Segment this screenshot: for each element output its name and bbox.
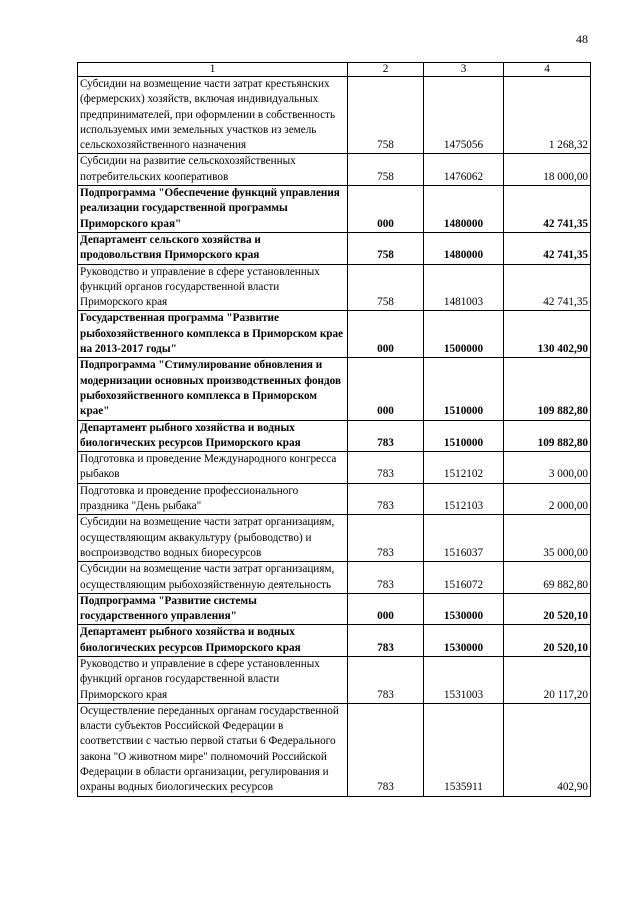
row-target-code-cell: 1510000 xyxy=(424,420,504,452)
column-header-3: 3 xyxy=(424,63,504,77)
table-header-row xyxy=(78,63,591,77)
row-name-cell: Подпрограмма "Развитие системы государственного управления" xyxy=(78,593,348,625)
table-row xyxy=(78,358,591,420)
row-target-code-cell: 1512103 xyxy=(424,483,504,515)
budget-table xyxy=(77,62,591,797)
row-name-cell: Руководство и управление в сфере установленных функций органов государственной власти Приморского края xyxy=(78,656,348,703)
row-amount-cell: 3 000,00 xyxy=(504,452,591,484)
row-amount-cell: 20 520,10 xyxy=(504,625,591,657)
row-name-cell: Подпрограмма "Обеспечение функций управления реализации государственной программы Приморского края" xyxy=(78,186,348,233)
column-header-4: 4 xyxy=(504,63,591,77)
row-target-code-cell: 1480000 xyxy=(424,186,504,233)
row-target-code-cell: 1516037 xyxy=(424,515,504,562)
row-target-code-cell: 1476062 xyxy=(424,154,504,186)
row-target-code-cell: 1500000 xyxy=(424,311,504,358)
table-row xyxy=(78,703,591,796)
row-amount-cell: 69 882,80 xyxy=(504,562,591,594)
column-header-1: 1 xyxy=(78,63,348,77)
row-amount-cell: 20 520,10 xyxy=(504,593,591,625)
row-name-cell: Подготовка и проведение Международного конгресса рыбаков xyxy=(78,452,348,484)
row-admin-code-cell: 758 xyxy=(348,232,424,264)
row-name-cell: Департамент рыбного хозяйства и водных биологических ресурсов Приморского края xyxy=(78,625,348,657)
table-row xyxy=(78,656,591,703)
column-header-2: 2 xyxy=(348,63,424,77)
row-target-code-cell: 1530000 xyxy=(424,593,504,625)
row-amount-cell: 2 000,00 xyxy=(504,483,591,515)
row-admin-code-cell: 000 xyxy=(348,593,424,625)
row-admin-code-cell: 783 xyxy=(348,703,424,796)
row-name-cell: Субсидии на возмещение части затрат организациям, осуществляющим рыбохозяйственную деятельность xyxy=(78,562,348,594)
row-target-code-cell: 1531003 xyxy=(424,656,504,703)
row-name-cell: Государственная программа "Развитие рыбохозяйственного комплекса в Приморском крае на 2013-2017 годы" xyxy=(78,311,348,358)
row-name-cell: Департамент рыбного хозяйства и водных биологических ресурсов Приморского края xyxy=(78,420,348,452)
row-name-cell: Осуществление переданных органам государственной власти субъектов Российской Федерации в соответствии с частью первой статьи 6 Федерального закона "О животном мире" полномочий Российской Федерации в области организации, регулирования и охраны водных биологических ресурсов xyxy=(78,703,348,796)
row-target-code-cell: 1475056 xyxy=(424,77,504,154)
row-admin-code-cell: 783 xyxy=(348,625,424,657)
row-target-code-cell: 1480000 xyxy=(424,232,504,264)
table-row xyxy=(78,232,591,264)
table-row xyxy=(78,452,591,484)
table-row xyxy=(78,562,591,594)
row-admin-code-cell: 758 xyxy=(348,264,424,311)
table-row xyxy=(78,420,591,452)
row-admin-code-cell: 783 xyxy=(348,656,424,703)
row-amount-cell: 20 117,20 xyxy=(504,656,591,703)
row-admin-code-cell: 783 xyxy=(348,420,424,452)
row-amount-cell: 130 402,90 xyxy=(504,311,591,358)
table-row xyxy=(78,515,591,562)
row-admin-code-cell: 783 xyxy=(348,483,424,515)
row-target-code-cell: 1516072 xyxy=(424,562,504,594)
row-target-code-cell: 1481003 xyxy=(424,264,504,311)
row-admin-code-cell: 000 xyxy=(348,311,424,358)
row-amount-cell: 42 741,35 xyxy=(504,186,591,233)
row-target-code-cell: 1512102 xyxy=(424,452,504,484)
row-admin-code-cell: 000 xyxy=(348,186,424,233)
row-name-cell: Руководство и управление в сфере установленных функций органов государственной власти Приморского края xyxy=(78,264,348,311)
table-row xyxy=(78,311,591,358)
row-name-cell: Подготовка и проведение профессионального праздника "День рыбака" xyxy=(78,483,348,515)
table-row xyxy=(78,186,591,233)
table-row xyxy=(78,483,591,515)
row-amount-cell: 42 741,35 xyxy=(504,264,591,311)
row-target-code-cell: 1530000 xyxy=(424,625,504,657)
row-name-cell: Субсидии на возмещение части затрат организациям, осуществляющим аквакультуру (рыбоводство) и воспроизводство водных биоресурсов xyxy=(78,515,348,562)
row-name-cell: Департамент сельского хозяйства и продовольствия Приморского края xyxy=(78,232,348,264)
row-amount-cell: 18 000,00 xyxy=(504,154,591,186)
row-amount-cell: 42 741,35 xyxy=(504,232,591,264)
row-target-code-cell: 1535911 xyxy=(424,703,504,796)
row-name-cell: Субсидии на возмещение части затрат крестьянских (фермерских) хозяйств, включая индивидуальных предпринимателей, при оформлении в собственность используемых ими земельных участков из земель сельскохозяйственного назначения xyxy=(78,77,348,154)
row-name-cell: Подпрограмма "Стимулирование обновления и модернизации основных производственных фондов рыбохозяйственного комплекса в Приморском крае" xyxy=(78,358,348,420)
row-name-cell: Субсидии на развитие сельскохозяйственных потребительских кооперативов xyxy=(78,154,348,186)
row-amount-cell: 109 882,80 xyxy=(504,358,591,420)
row-admin-code-cell: 758 xyxy=(348,77,424,154)
row-amount-cell: 109 882,80 xyxy=(504,420,591,452)
page-number: 48 xyxy=(576,32,588,46)
table-row xyxy=(78,625,591,657)
row-admin-code-cell: 783 xyxy=(348,452,424,484)
row-admin-code-cell: 783 xyxy=(348,515,424,562)
row-admin-code-cell: 000 xyxy=(348,358,424,420)
row-amount-cell: 35 000,00 xyxy=(504,515,591,562)
row-amount-cell: 1 268,32 xyxy=(504,77,591,154)
table-row xyxy=(78,264,591,311)
row-amount-cell: 402,90 xyxy=(504,703,591,796)
row-admin-code-cell: 783 xyxy=(348,562,424,594)
table-row xyxy=(78,593,591,625)
table-row xyxy=(78,77,591,154)
table-row xyxy=(78,154,591,186)
row-admin-code-cell: 758 xyxy=(348,154,424,186)
row-target-code-cell: 1510000 xyxy=(424,358,504,420)
